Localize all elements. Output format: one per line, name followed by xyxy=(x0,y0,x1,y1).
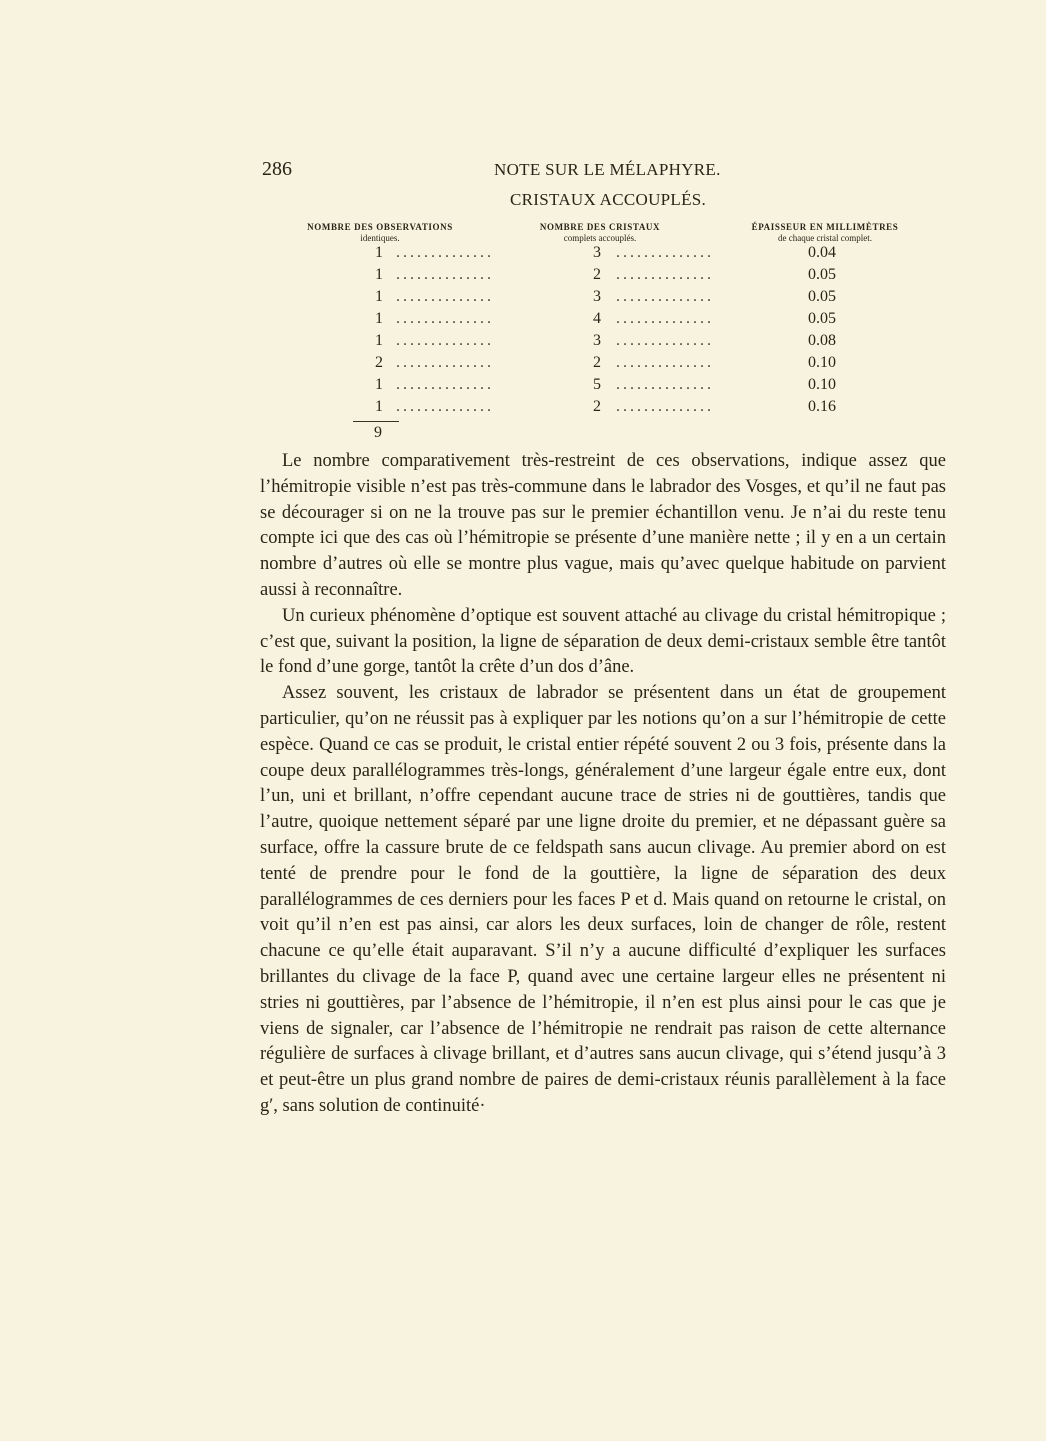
table-row xyxy=(360,332,860,354)
leader-dots: .............. xyxy=(396,332,494,349)
leader-dots: .............. xyxy=(616,288,714,305)
table-row xyxy=(360,310,860,332)
column-subcaption: de chaque cristal complet. xyxy=(778,233,872,243)
cell-epaisseur: 0.16 xyxy=(808,398,836,415)
sum-rule xyxy=(353,421,399,422)
paragraph: Assez souvent, les cristaux de labrador se présentent dans un état de groupement particulier, qu’on ne réussit pas à expliquer par les notions qu’on a sur l’hémitropie de cette espèce. Quand ce cas se produit, le cristal entier répété souvent 2 ou 3 fois, présente dans la coupe deux parallélogrammes très-longs, généralement d’une largeur égale entre eux, dont l’un, uni et brillant, n’offre cependant aucune trace de stries ni de gouttières, tandis que l’autre, quoique nettement séparé par une ligne droite du premier, et ne dépassant guère sa surface, offre la cassure brute de ce feldspath sans aucun clivage. Au premier abord on est tenté de prendre pour le fond de la gouttière, la ligne de séparation des deux parallélogrammes de ces derniers pour les faces P et d. Mais quand on retourne le cristal, on voit qu’il n’en est pas ainsi, car alors les deux surfaces, loin de changer de rôle, restent chacune ce qu’elle était auparavant. S’il n’y a aucune difficulté d’expliquer les surfaces brillantes du clivage de la face P, quand avec une certaine largeur elles ne présentent ni stries ni gouttières, par l’absence de l’hémitropie, il n’en est plus ainsi pour le cas que je viens de signaler, car l’absence de l’hémitropie ne rendrait pas raison de cette alternance régulière de surfaces à clivage brillant, et d’autres sans aucun clivage, qui s’étend jusqu’à 3 et peut-être un plus grand nombre de paires de demi-cristaux réunis parallèlement à la face g′, sans solution de continuité· xyxy=(260,683,946,1116)
cell-observations: 1 xyxy=(375,332,383,349)
cell-cristaux: 2 xyxy=(593,354,601,371)
leader-dots: .............. xyxy=(616,244,714,261)
cell-cristaux: 3 xyxy=(593,288,601,305)
leader-dots: .............. xyxy=(616,398,714,415)
paragraph: Le nombre comparativement très-restreint de ces observations, indique assez que l’hémitropie visible n’est pas très-commune dans le labrador des Vosges, et qu’il ne faut pas se décourager si on ne la trouve pas sur le premier échantillon venu. Je n’ai du reste tenu compte ici que des cas où l’hémitropie se présente d’une manière nette ; il y en a un certain nombre d’autres où elle se montre plus vague, mais qu’avec quelque habitude on parvient aussi à reconnaître. xyxy=(260,451,946,600)
table-row xyxy=(360,354,860,376)
cell-epaisseur: 0.05 xyxy=(808,310,836,327)
cell-epaisseur: 0.05 xyxy=(808,288,836,305)
cell-observations: 1 xyxy=(375,310,383,327)
cell-cristaux: 2 xyxy=(593,398,601,415)
leader-dots: .............. xyxy=(396,310,494,327)
cell-observations: 1 xyxy=(375,266,383,283)
table-row xyxy=(360,288,860,310)
cell-epaisseur: 0.08 xyxy=(808,332,836,349)
cell-observations: 2 xyxy=(375,354,383,371)
cell-cristaux: 2 xyxy=(593,266,601,283)
column-subcaption: complets accouplés. xyxy=(563,233,637,243)
body-text xyxy=(260,449,946,1120)
cell-epaisseur: 0.10 xyxy=(808,376,836,393)
cell-observations: 1 xyxy=(375,376,383,393)
cell-observations: 1 xyxy=(375,288,383,305)
page-number: 286 xyxy=(262,158,292,180)
leader-dots: .............. xyxy=(396,354,494,371)
leader-dots: .............. xyxy=(616,266,714,283)
leader-dots: .............. xyxy=(616,310,714,327)
cell-cristaux: 4 xyxy=(593,310,601,327)
leader-dots: .............. xyxy=(396,266,494,283)
leader-dots: .............. xyxy=(396,244,494,261)
cell-epaisseur: 0.10 xyxy=(808,354,836,371)
table-row xyxy=(360,398,860,420)
table-body xyxy=(360,244,860,420)
cell-observations: 1 xyxy=(375,244,383,261)
cell-observations: 1 xyxy=(375,398,383,415)
column-caption: NOMBRE DES OBSERVATIONS xyxy=(307,222,453,232)
column-header-epaisseur xyxy=(745,222,905,244)
observations-total: 9 xyxy=(374,424,382,441)
leader-dots: .............. xyxy=(616,332,714,349)
table-row xyxy=(360,376,860,398)
leader-dots: .............. xyxy=(396,288,494,305)
leader-dots: .............. xyxy=(616,354,714,371)
paragraph: Un curieux phénomène d’optique est souvent attaché au clivage du cristal hémitropique ; c’est que, suivant la position, la ligne de séparation de deux demi-cristaux semble être tantôt le fond d’une gorge, tantôt la crête d’un dos d’âne. xyxy=(260,605,946,678)
column-header-cristaux xyxy=(520,222,680,244)
leader-dots: .............. xyxy=(396,376,494,393)
column-subcaption: identiques. xyxy=(360,233,400,243)
table-title: CRISTAUX ACCOUPLÉS. xyxy=(510,190,707,209)
cell-cristaux: 3 xyxy=(593,244,601,261)
leader-dots: .............. xyxy=(616,376,714,393)
cell-epaisseur: 0.05 xyxy=(808,266,836,283)
cell-cristaux: 3 xyxy=(593,332,601,349)
column-caption: ÉPAISSEUR EN MILLIMÈTRES xyxy=(751,222,899,232)
table-row xyxy=(360,244,860,266)
table-row xyxy=(360,266,860,288)
leader-dots: .............. xyxy=(396,398,494,415)
cell-epaisseur: 0.04 xyxy=(808,244,836,261)
column-header-observations xyxy=(300,222,460,244)
cell-cristaux: 5 xyxy=(593,376,601,393)
running-title: NOTE SUR LE MÉLAPHYRE. xyxy=(494,160,721,179)
column-caption: NOMBRE DES CRISTAUX xyxy=(539,222,661,232)
